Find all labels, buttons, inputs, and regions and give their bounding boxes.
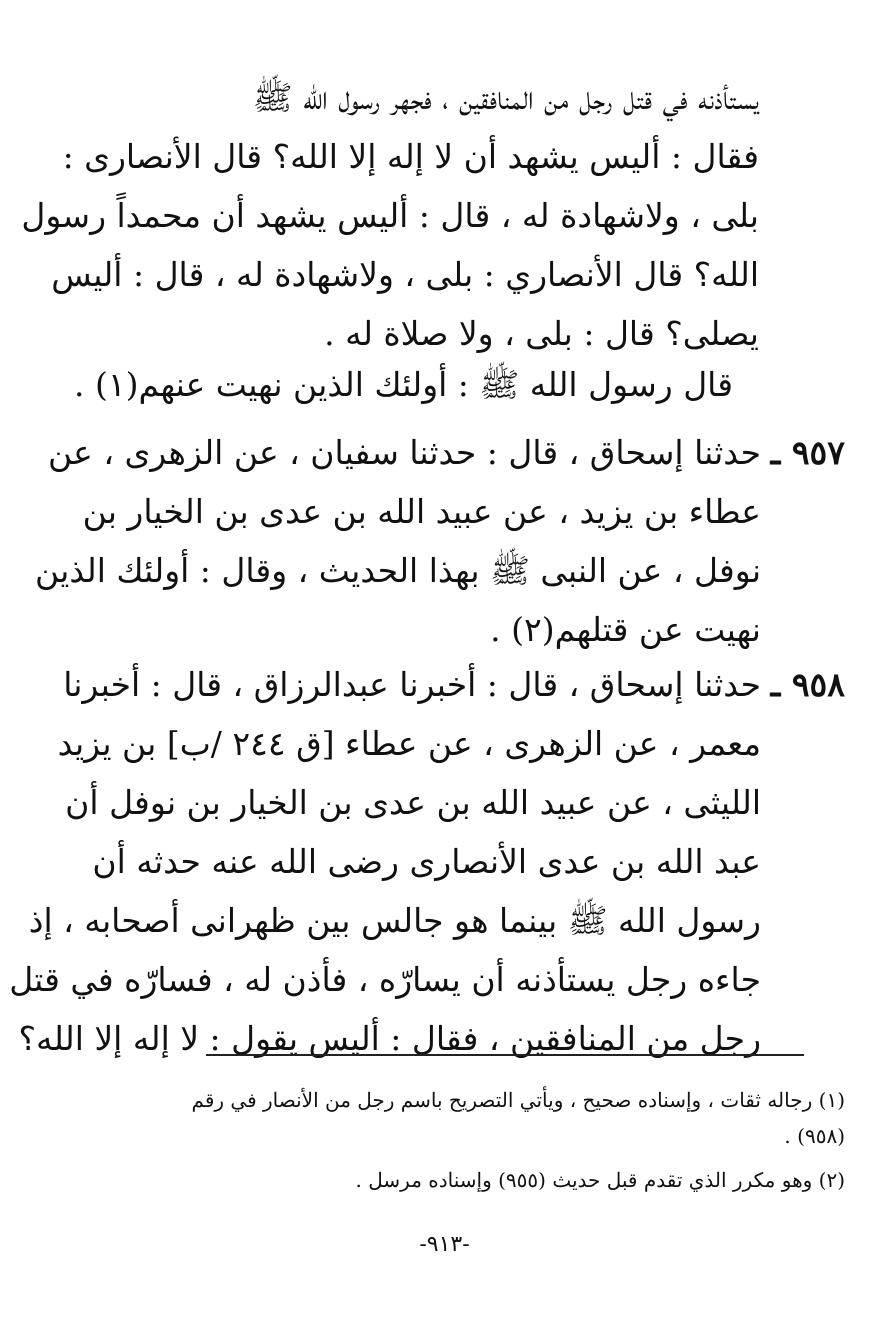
- footnote-line: (٢) وهو مكرر الذي تقدم قبل حديث (٩٥٥) وإسناده مرسل .: [355, 1168, 845, 1192]
- text-line: الليثى ، عن عبيد الله بن عدى بن الخيار بن نوفل أن: [65, 783, 761, 822]
- text-line: عبد الله بن عدى الأنصارى رضى الله عنه حدثه أن: [92, 842, 761, 881]
- text-line: نوفل ، عن النبى ﷺ بهذا الحديث ، وقال : أولئك الذين: [35, 551, 761, 590]
- text-line: معمر ، عن الزهرى ، عن عطاء [ق ٢٤٤ /ب] بن يزيد: [57, 724, 761, 763]
- footnote-divider: [206, 1054, 804, 1056]
- text-line: حدثنا إسحاق ، قال : حدثنا سفيان ، عن الزهرى ، عن: [48, 433, 761, 472]
- text-line: بلى ، ولاشهادة له ، قال : أليس يشهد أن محمداً رسول: [21, 196, 759, 235]
- hadith-number: ٩٥٨ ـ: [770, 665, 845, 704]
- text-line: قال رسول الله ﷺ : أولئك الذين نهيت عنهم(١) .: [74, 365, 733, 404]
- text-line: الله؟ قال الأنصاري : بلى ، ولاشهادة له ، قال : أليس: [51, 255, 759, 294]
- paragraph-prophet-saying: [74, 355, 759, 414]
- footnote-2: [131, 1162, 845, 1198]
- hadith-number: ٩٥٧ ـ: [770, 433, 845, 472]
- text-line: عطاء بن يزيد ، عن عبيد الله بن عدى بن الخيار بن: [82, 492, 761, 531]
- text-line: رسول الله ﷺ بينما هو جالس بين ظهرانى أصحابه ، إذ: [28, 901, 761, 940]
- footnote-1: [131, 1082, 845, 1154]
- text-line: يصلى؟ قال : بلى ، ولا صلاة له .: [324, 314, 759, 353]
- page-number: -٩١٣-: [419, 1232, 470, 1257]
- hadith-958: [9, 655, 845, 1068]
- hadith-957: [35, 423, 845, 659]
- paragraph-continuation: [21, 68, 759, 363]
- text-line: رجل من المنافقين ، فقال : أليس يقول : لا إله إلا الله؟: [18, 1019, 761, 1058]
- text-line: فقال : أليس يشهد أن لا إله إلا الله؟ قال الأنصارى :: [62, 137, 759, 176]
- text-line: نهيت عن قتلهم(٢) .: [490, 610, 761, 649]
- footnote-line: (١) رجاله ثقات ، وإسناده صحيح ، ويأتي التصريح باسم رجل من الأنصار في رقم: [191, 1088, 845, 1112]
- text-line: حدثنا إسحاق ، قال : أخبرنا عبدالرزاق ، قال : أخبرنا: [63, 665, 761, 704]
- text-line: جاءه رجل يستأذنه أن يسارّه ، فأذن له ، فسارّه في قتل: [9, 960, 761, 999]
- footnote-line: (٩٥٨) .: [784, 1124, 845, 1148]
- text-line: يستأذنه في قتل رجل من المنافقين ، فجهر رسول الله ﷺ: [252, 78, 759, 117]
